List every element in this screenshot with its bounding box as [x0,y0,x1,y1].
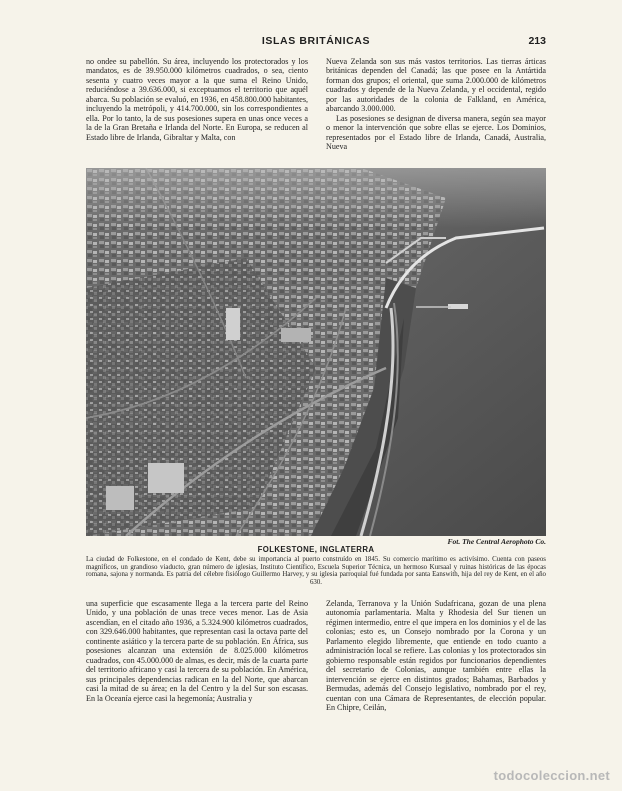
paragraph: no ondee su pabellón. Su área, incluyendo los protectorados y los mandatos, es de 39.950.000 kilómetros cuadrados, o sea, ciento sesenta y cuatro veces mayor a la que suma el Reino Unido, reduciéndose a 39.636.000, si exceptuamos el territorio que aquél abarca. Su población se evaluó, en 1936, en 458.800.000 habitantes, incluyendo la metrópoli, y 414.700.000, sin los correspondientes a ella. Por lo tanto, la de sus posesiones supera en unas once veces a la de la Gran Bretaña e Irlanda del Norte. En Europa, se reducen al Estado libre de Irlanda, Gibraltar y Malta, con [86,57,308,142]
paragraph: una superficie que escasamente llega a la tercera parte del Reino Unido, y una población de unas trece veces menor. Las de Asia ascendían, en el citado año 1936, a 5.324.900 kilómetros cuadrados, con 329.646.000 habitantes, que representan casi la octava parte del continente asiático y la tercera parte de su población. En África, sus posesiones alcanzan una extensión de 8.025.000 kilómetros cuadrados, con 45.000.000 de almas, es decir, más de la cuarta parte del territorio africano y casi la tercera de su población. En América, sus principales dependencias radican en la del Norte, que abarcan casi la mitad de su área; en la del Centro y la del Sur son escasas. En la Oceanía ejerce casi la hegemonía; Australia y [86,599,308,703]
running-title: ISLAS BRITÁNICAS [261,35,371,47]
text-column-top-left [86,57,308,166]
paragraph: Las posesiones se designan de diversa manera, según sea mayor o menor la intervención que sobre ellas se ejerce. Los Dominios, representados por el Estado libre de Irlanda, Canadá, Australia, Nueva [326,113,546,152]
photo-caption-text: La ciudad de Folkestone, en el condado de Kent, debe su importancia al puerto construído en 1845. Su comercio marítimo es activísimo. Cuenta con paseos magníficos, un grandioso viaducto, gran número de iglesias, Instituto Científico, Escuela Superior Técnica, un hermoso Kursaal y ruinas históricas de las épocas romana, sajona y normanda. Es patria del célebre fisiólogo Guillermo Harvey, y su iglesia parroquial fué fundada por santa Eanswith, hija del rey de Kent, en el año 630. [86,556,546,586]
photo-caption-title: FOLKESTONE, INGLATERRA [257,545,375,554]
running-head [86,35,546,49]
paragraph: Nueva Zelanda son sus más vastos territorios. Las tierras árticas británicas dependen del Canadá; las que posee en la Antártida forman dos grupos; el oriental, que suma 2.000.000 de kilómetros cuadrados y depende de la Nueva Zelanda, y el occidental, regido por las autoridades de la colonia de Falkland, en América, abarcando 3.000.000. [326,57,546,114]
paragraph: Zelanda, Terranova y la Unión Sudafricana, gozan de una plena autonomía parlamentaria. Malta y Rhodesia del Sur tienen un régimen intermedio, entre el que impera en los dominios y el de las colonias; esto es, un Consejo nombrado por la Corona y un Parlamento elegido libremente, que entiende en todo cuanto a administración local se refiere. Las colonias y los protectorados sin gobierno responsable están regidos por funcionarios dependientes del secretario de Colonias, aunque también entre ellas la intervención se ejerce en distintos grados; Bahamas, Barbados y Bermudas, además del Consejo legislativo, nombrado por el rey, cuentan con una Cámara de Representantes, de elección popular. En Chipre, Ceilán, [326,599,546,712]
aerial-photo-illustration [86,168,546,536]
page-number: 213 [528,35,546,47]
watermark: todocoleccion.net [493,768,610,783]
text-column-bottom-left [86,599,308,751]
text-column-top-right [326,57,546,166]
text-column-bottom-right [326,599,546,751]
aerial-photo-folkestone [86,168,546,536]
photo-credit: Fot. The Central Aerophoto Co. [447,537,546,546]
